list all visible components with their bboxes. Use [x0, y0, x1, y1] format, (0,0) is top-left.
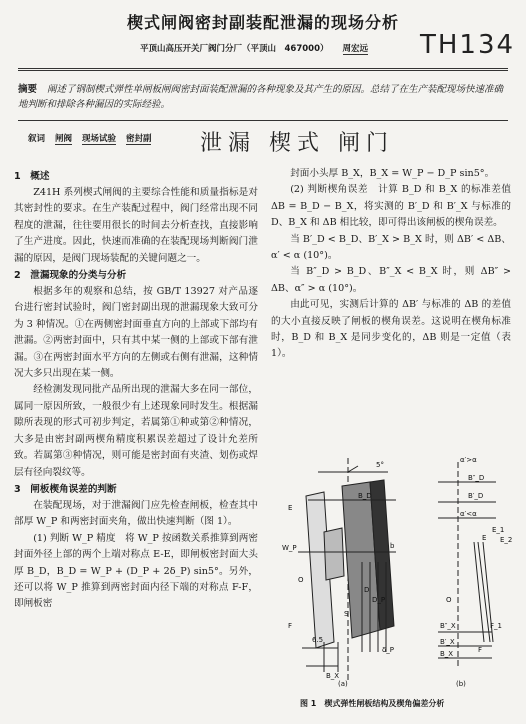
label-bd2: B″_D [468, 474, 485, 482]
top-rule-2 [18, 70, 508, 71]
figure-1-drawing [278, 452, 518, 688]
left-paragraph-7: (1) 判断 W_P 精度 将 W_P 按函数关系推算到两密封面外径上部的两个上端对称点 E-E，即闸板密封面大头厚 B_D，B_D = W_P + (D_P + 2δ_P) sin5°。另外，还可以将 W_P 推算到两密封面内径下端的对称点 F-F，即闸板密 [14, 532, 258, 610]
author-name: 周宏远 [342, 44, 369, 54]
label-wp: W_P [282, 544, 297, 552]
label-deltap: δ_P [382, 646, 395, 654]
label-b: b [390, 542, 395, 550]
left-paragraph-4: 经检测发现同批产品所出现的泄漏大多在同一部位，属同一原因所致，一般很少有上述现象同时发生。根据漏隙所表现的形式可初步判定，若属第①种或第②种情况，大多是由密封副两楔角精度积累误差超过了设计允差所致。若属第③种情况，则可能是密封面有夹渣、划伤或焊层有径向裂纹等。 [14, 384, 258, 478]
label-d: D [364, 586, 370, 594]
label-bx1: B′_X [440, 638, 455, 646]
left-paragraph-1: Z41H 系列楔式闸阀的主要综合性能和质量指标是对其密封性的要求。在生产装配过程中，阀门经常出现不同程度的泄漏，往往要用很长的时间去分析查找，直接影响了生产进度。因此，快速而准确的在装配现场判断阀门泄漏的原因，是阀门现场装配的关键问题之一。 [14, 187, 258, 264]
handwritten-keywords: 泄漏 楔式 闸门 [200, 131, 394, 156]
subfig-a-label: (a) [338, 680, 348, 688]
left-heading-2: 2 泄漏现象的分类与分析 [14, 270, 127, 282]
label-bd1: B′_D [468, 492, 484, 500]
figure-1-caption: 图 1 楔式弹性闸板结构及楔角偏差分析 [300, 699, 445, 708]
label-e2: E_2 [500, 536, 513, 544]
label-bx: B_X [326, 672, 340, 680]
label-e-b: E [482, 534, 487, 542]
right-column [271, 166, 511, 363]
right-paragraph-0: 封面小头厚 B_X，B_X = W_P − D_P sin5°。 [290, 168, 495, 179]
label-e: E [288, 504, 293, 512]
right-paragraph-4: 由此可见，实测后计算的 ΔB′ 与标准的 ΔB 的差值的大小直接反映了闸板的楔角误差。这说明在楔角标准时，B_D 和 B_X 是同步变化的，ΔB 则是一定值（表 1）。 [271, 299, 511, 360]
keywords-line [28, 132, 158, 144]
abstract-label: 摘要 [18, 84, 38, 95]
label-alpha-lt: α′<α [460, 510, 477, 518]
handwritten-classification-code: TH134 [420, 30, 516, 60]
label-o-b: O [446, 596, 452, 604]
right-paragraph-1: (2) 判断楔角误差 计算 B_D 和 B_X 的标准差值 ΔB = B_D − B_X，将实测的 B′_D 和 B′_X 与标准的 D、B_X 和 ΔB 相比较，即可得出该闸板的楔角误差。 [271, 184, 511, 229]
abstract-rule [18, 120, 508, 121]
abstract-text: 阐述了钢制楔式弹性单闸板闸阀密封面装配泄漏的各种现象及其产生的原因。总结了在生产装配现场快速准确地判断和排除各种漏因的实际经验。 [18, 84, 504, 110]
label-dp: D_P [372, 596, 386, 604]
label-o: O [298, 576, 304, 584]
label-bx-b: B_X [440, 650, 454, 658]
keyword-1: 闸阀 [54, 134, 72, 144]
label-6-5: 6.5 [312, 636, 324, 644]
figure-1 [278, 452, 518, 688]
subfig-b-label: (b) [456, 680, 466, 688]
keyword-2: 现场试验 [81, 134, 116, 144]
keywords-label: 叙词 [28, 134, 46, 144]
label-bd: B_D [358, 492, 372, 500]
label-s: S [344, 610, 349, 618]
label-f1: F_1 [490, 622, 502, 630]
label-5deg: 5° [376, 461, 384, 469]
right-paragraph-2: 当 B′_D < B_D、B′_X > B_X 时，则 ΔB′ < ΔB、α′ < α (10°)。 [271, 233, 511, 262]
top-rule [18, 68, 508, 69]
left-paragraph-3: 根据多年的观察和总结，按 GB/T 13927 对产品逐台进行密封试验时，阀门密封副出现的泄漏现象大致可分为 3 种情况。①在两侧密封面垂直方向的上部或下部均有泄漏。②两密封面中，只有其中某一侧的上部或下部有泄漏。③在两密封面水平方向的左侧或右侧有泄漏，这种情况大多只出现在某一侧。 [14, 286, 258, 380]
author-line [140, 42, 368, 54]
label-f-b: F [478, 646, 483, 654]
label-alpha-gt: α′>α [460, 456, 477, 464]
left-heading-5: 3 闸板楔角误差的判断 [14, 483, 117, 495]
left-column [14, 168, 258, 613]
label-f: F [288, 622, 293, 630]
label-e1: E_1 [492, 526, 505, 534]
label-bx2: B″_X [440, 622, 456, 630]
left-paragraph-6: 在装配现场，对于泄漏阀门应先检查闸板，检查其中部厚 W_P 和两密封面夹角，做出快速判断（图 1）。 [14, 499, 258, 528]
abstract [18, 82, 508, 112]
paper-title: 楔式闸阀密封副装配泄漏的现场分析 [126, 13, 399, 32]
keyword-3: 密封副 [125, 134, 152, 144]
author-affiliation: 平顶山高压开关厂阀门分厂（平顶山 467000） [140, 44, 329, 54]
left-heading-0: 1 概述 [14, 171, 50, 182]
right-paragraph-3: 当 B″_D > B_D、B″_X < B_X 时，则 ΔB″ > ΔB、α″ > α (10°)。 [271, 266, 511, 294]
